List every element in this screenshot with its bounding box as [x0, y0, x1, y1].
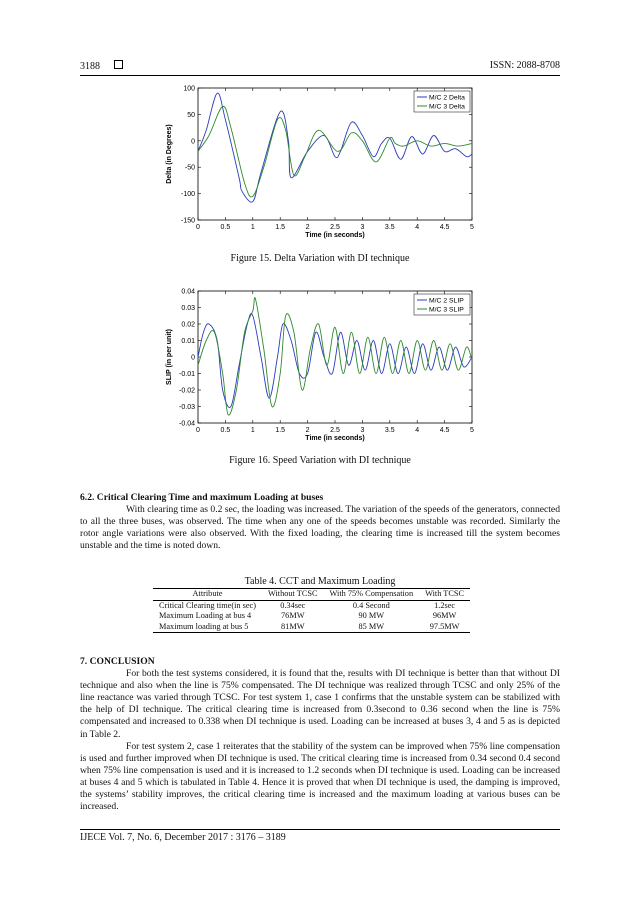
column-header: With 75% Compensation [324, 589, 420, 601]
table-cell: Critical Clearing time(in sec) [159, 600, 256, 610]
x-tick-label: 0.5 [220, 427, 231, 434]
legend-label: M/C 3 Delta [429, 103, 465, 111]
table-cell: 97.5MW [419, 622, 470, 633]
figure-16-caption: Figure 16. Speed Variation with DI technique [229, 455, 411, 466]
table-4-caption: Table 4. CCT and Maximum Loading [244, 576, 396, 587]
x-tick-label: 4.5 [439, 427, 450, 434]
header-rule [80, 75, 560, 76]
column-header: Attribute [153, 589, 262, 601]
y-axis-label: SLIP (in per unit) [166, 329, 173, 385]
table-cell: 85 MW [324, 622, 420, 633]
table-row [153, 611, 470, 622]
section-6-2 [80, 492, 560, 552]
x-tick-label: 3.5 [384, 224, 395, 231]
section-conclusion [80, 656, 560, 813]
paragraph: For test system 2, case 1 reiterates that the stability of the system can be improved when 75% line compensation is used and further improved when DI technique is used. The critical clearing time is increased from 0.34 second 0.4 second when 75% line compensation is used and it is increased to 1.2 seconds when DI technique is used. Loading can be increased at buses 4 and 5 which is tabulated in Table 4. Hence it is proved that when DI technique is used, the damping is improved, the systems’ stability improves, the critical clearing time is increased and the maximum loading at various buses can be increased. [80, 740, 560, 813]
y-tick-label: -0.02 [179, 387, 195, 395]
figure-15-caption: Figure 15. Delta Variation with DI technique [230, 253, 410, 264]
legend-label: M/C 2 SLIP [429, 297, 464, 305]
x-tick-label: 1.5 [275, 427, 286, 434]
x-tick-label: 5 [470, 427, 474, 434]
x-axis-label: Time (in seconds) [305, 232, 365, 239]
paragraph: With clearing time as 0.2 sec, the loading was increased. The variation of the speeds of the generators, connected to all the three buses, was observed. The time when any one of the speeds becomes unstable was recorded. Similarly the rotor angle variations were also observed. With the fixed loading, the clearing time is increased till the system becomes unstable and the time is noted down. [80, 504, 560, 552]
table-cell: 76MW [281, 611, 305, 620]
figure-15-chart [160, 82, 490, 244]
x-tick-label: 3.5 [384, 427, 395, 434]
x-tick-label: 1 [250, 224, 255, 231]
issn: ISSN: 2088-8708 [489, 60, 560, 71]
y-tick-label: -0.04 [179, 420, 195, 428]
y-tick-label: 0.04 [181, 288, 195, 296]
x-tick-label: 4 [415, 427, 420, 434]
column-header: With TCSC [419, 589, 470, 601]
section-heading: 6.2. Critical Clearing Time and maximum Loading at buses [80, 492, 324, 503]
table-cell: 90 MW [358, 611, 385, 620]
x-tick-label: 4.5 [439, 224, 450, 231]
y-tick-label: 0.03 [181, 305, 195, 312]
table-cell: Maximum loading at bus 5 [153, 622, 262, 633]
x-tick-label: 2 [305, 427, 310, 434]
page-footer: IJECE Vol. 7, No. 6, December 2017 : 3176 – 3189 [80, 832, 286, 843]
square-bullet-icon [114, 60, 123, 69]
table-cell: 0.4 Second [352, 600, 390, 610]
y-tick-label: 50 [187, 111, 195, 119]
table-header-row [153, 589, 470, 601]
x-tick-label: 2.5 [330, 224, 340, 231]
y-tick-label: 0.02 [181, 321, 195, 329]
figure-16-chart [160, 285, 490, 445]
table-cell: 1.2sec [434, 600, 456, 610]
x-axis-label: Time (in seconds) [305, 435, 365, 442]
x-tick-label: 3 [360, 224, 365, 231]
x-tick-label: 0 [196, 224, 200, 231]
table-4 [153, 588, 470, 633]
table-cell: 81MW [262, 622, 324, 633]
section-heading: 7. CONCLUSION [80, 656, 155, 667]
page-number: 3188 [80, 60, 123, 72]
table-row [153, 600, 470, 611]
y-tick-label: -50 [184, 164, 195, 172]
y-tick-label: 0 [191, 354, 195, 362]
y-axis-label: Delta (in Degrees) [166, 124, 173, 184]
x-tick-label: 0.5 [220, 224, 231, 231]
footer-rule [80, 829, 560, 830]
table-cell: 96MW [432, 611, 457, 620]
x-tick-label: 0 [196, 427, 200, 434]
x-tick-label: 1.5 [275, 224, 286, 231]
table-cell: 0.34sec [280, 600, 306, 610]
y-tick-label: 100 [183, 85, 195, 93]
table-cell: Maximum Loading at bus 4 [159, 611, 252, 620]
x-tick-label: 2.5 [330, 427, 340, 434]
legend-label: M/C 2 Delta [429, 94, 465, 102]
y-tick-label: -0.01 [179, 371, 195, 378]
x-tick-label: 3 [360, 427, 365, 434]
legend-label: M/C 3 SLIP [429, 306, 464, 314]
y-tick-label: -100 [180, 191, 195, 199]
y-tick-label: -0.03 [179, 404, 195, 411]
column-header: Without TCSC [262, 589, 324, 601]
x-tick-label: 1 [250, 427, 255, 434]
y-tick-label: 0 [191, 138, 195, 146]
page-header [80, 60, 560, 74]
y-tick-label: -150 [180, 217, 195, 225]
x-tick-label: 4 [415, 224, 420, 231]
x-tick-label: 2 [305, 224, 310, 231]
table-row [153, 622, 470, 633]
paragraph: For both the test systems considered, it is found that the, results with DI technique is better than that without DI technique and also when the line is 75% compensated. The DI technique was realized through TCSC and only 25% of the line reactance was varied through TCSC. For test system 1, case 1 confirms that the unstable system can be stabilized with the help of DI technique. The critical clearing time is increased from 0.3second to 0.36 second when the line is 75% compensated and increased to 0.338 when DI technique is used. Loading can be increased at buses 3, 4 and 5 as is depicted in Table 2. [80, 668, 560, 740]
y-tick-label: 0.01 [181, 338, 195, 345]
x-tick-label: 5 [470, 224, 474, 231]
